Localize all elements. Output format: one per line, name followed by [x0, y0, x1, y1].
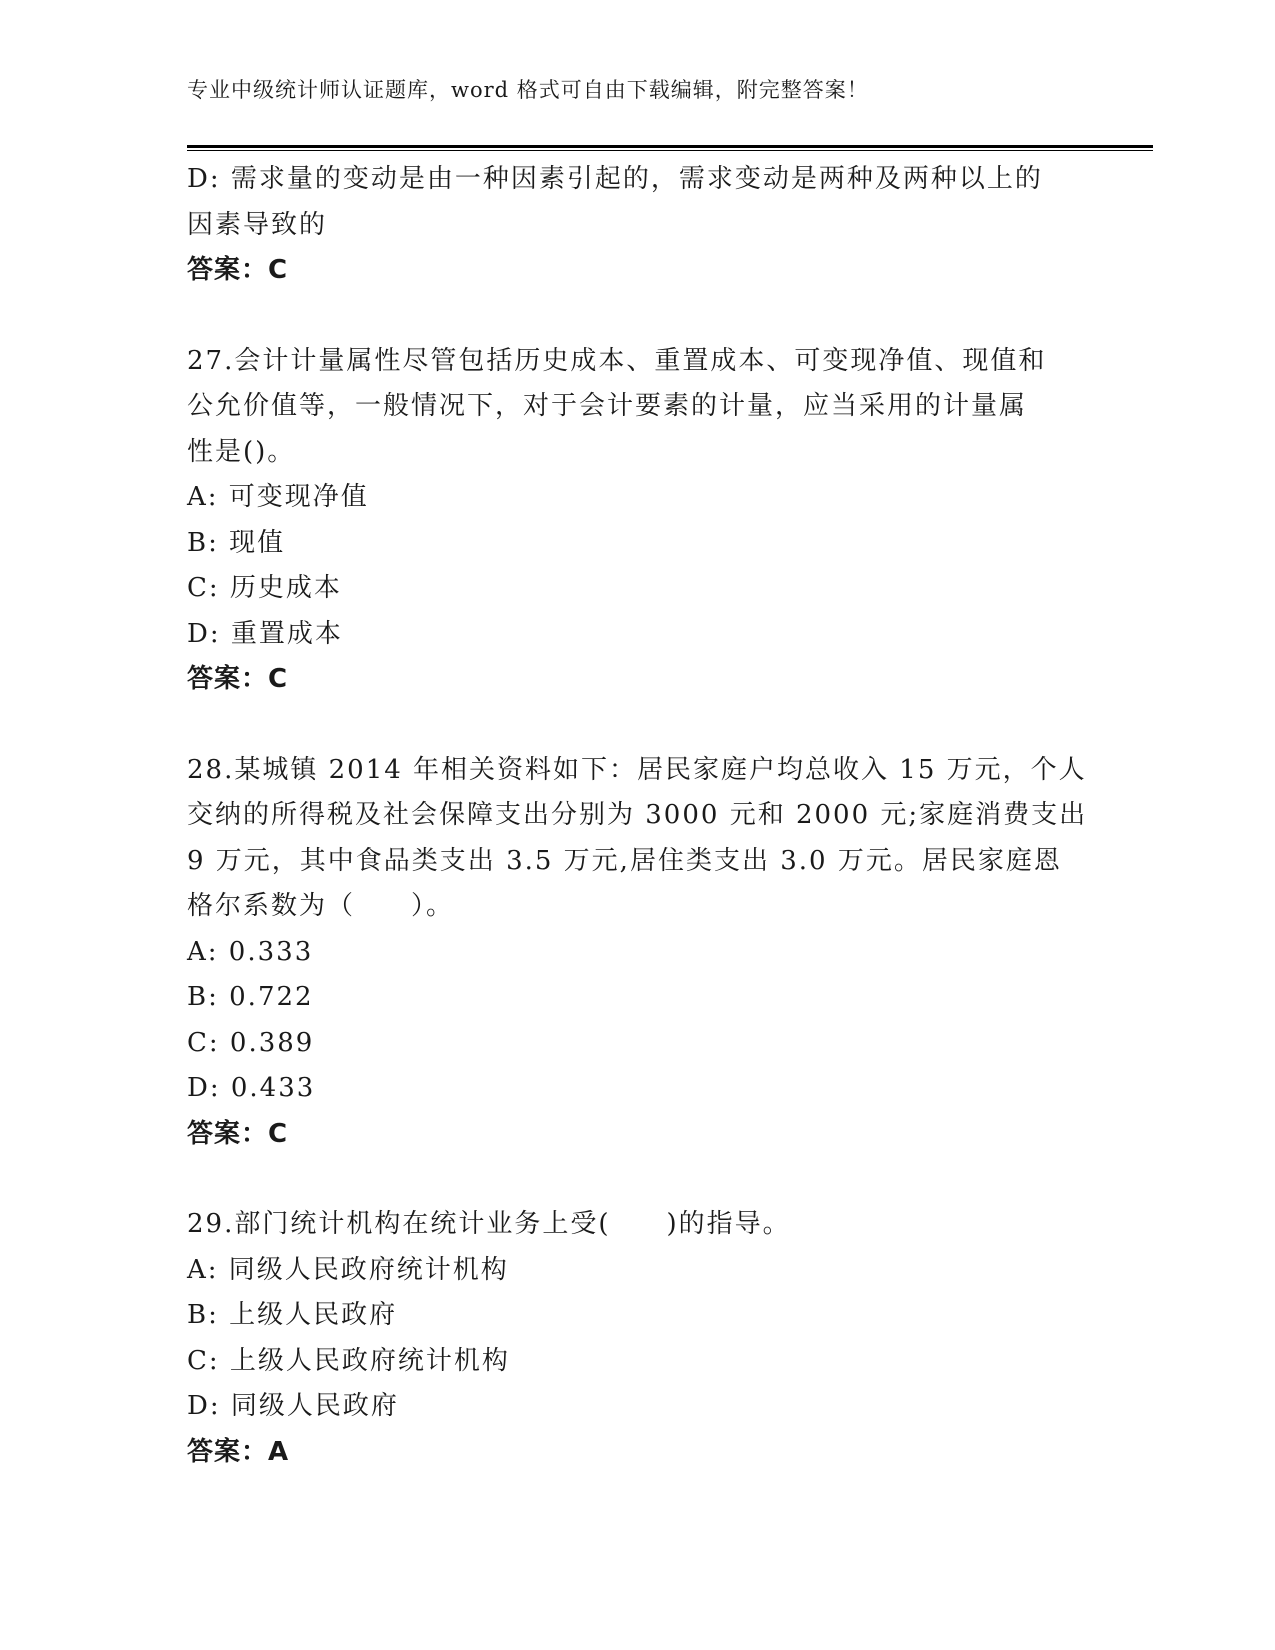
q28-answer: 答案：C — [187, 1118, 289, 1149]
q27-option-c: C: 历史成本 — [187, 573, 342, 603]
q29-option-b: B: 上级人民政府 — [187, 1300, 398, 1330]
q26-option-d-line2: 因素导致的 — [187, 209, 328, 240]
q28-option-c: C: 0.389 — [187, 1027, 315, 1058]
q27-option-b: B: 现值 — [187, 527, 286, 558]
question-26-tail — [187, 157, 1087, 294]
question-27 — [187, 339, 1087, 703]
q27-answer: 答案：C — [187, 664, 289, 694]
q29-answer: 答案：A — [187, 1436, 290, 1467]
q27-option-a: A: 可变现净值 — [187, 482, 369, 512]
q28-stem-line3: 9 万元，其中食品类支出 3.5 万元,居住类支出 3.0 万元。居民家庭恩 — [187, 845, 1062, 876]
q26-answer: 答案：C — [187, 255, 289, 285]
document-body — [187, 157, 1087, 1475]
header-rule-thin — [187, 150, 1153, 151]
document-header: 专业中级统计师认证题库，word 格式可自由下载编辑，附完整答案！ — [187, 78, 869, 102]
q28-option-a: A: 0.333 — [187, 936, 314, 967]
question-28 — [187, 748, 1087, 1158]
q29-option-d: D: 同级人民政府 — [187, 1391, 399, 1421]
q28-stem-line4: 格尔系数为（ ）。 — [187, 891, 455, 921]
q29-option-c: C: 上级人民政府统计机构 — [187, 1345, 510, 1376]
q27-stem-line2: 公允价值等，一般情况下，对于会计要素的计量，应当采用的计量属 — [187, 391, 1028, 421]
q28-stem-line1: 28.某城镇 2014 年相关资料如下：居民家庭户均总收入 15 万元，个人 — [187, 754, 1087, 785]
question-29 — [187, 1202, 1087, 1475]
q27-stem-line1: 27.会计计量属性尽管包括历史成本、重置成本、可变现净值、现值和 — [187, 345, 1047, 376]
q28-stem-line2: 交纳的所得税及社会保障支出分别为 3000 元和 2000 元;家庭消费支出 — [187, 800, 1088, 830]
q26-option-d-line1: D: 需求量的变动是由一种因素引起的，需求变动是两种及两种以上的 — [187, 164, 1043, 194]
header-rule-thick — [187, 145, 1153, 148]
q29-option-a: A: 同级人民政府统计机构 — [187, 1254, 509, 1285]
q27-stem-line3: 性是()。 — [187, 436, 296, 467]
q28-option-b: B: 0.722 — [187, 982, 314, 1012]
q29-stem-line1: 29.部门统计机构在统计业务上受( )的指导。 — [187, 1209, 791, 1239]
q27-option-d: D: 重置成本 — [187, 618, 343, 649]
q28-option-d: D: 0.433 — [187, 1073, 316, 1103]
